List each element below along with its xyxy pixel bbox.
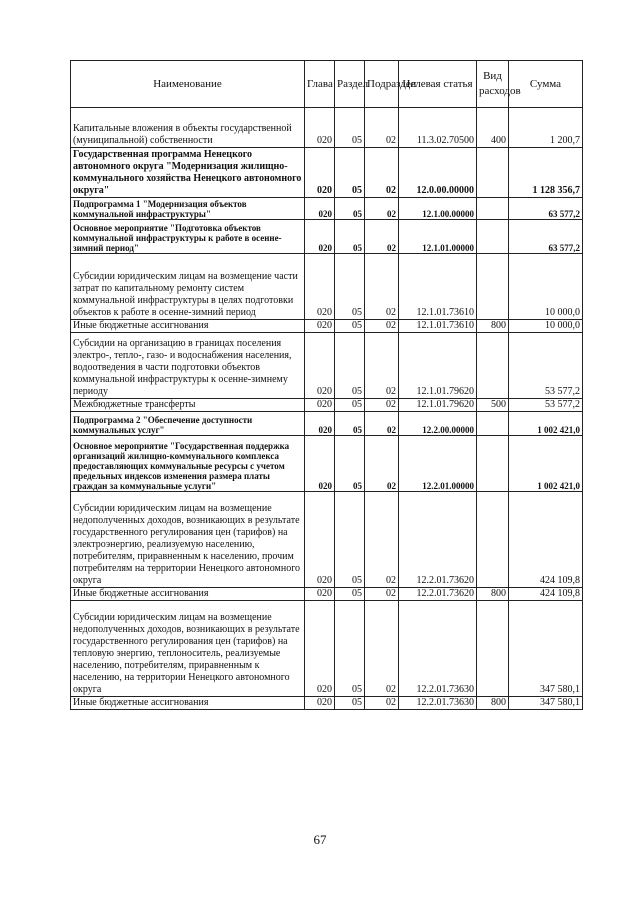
row-name: Государственная программа Ненецкого автономного округа "Модернизация жилищно-коммунального хозяйства Ненецкого автономного округа" [71,148,305,198]
row-podrazdel: 02 [365,254,399,320]
table-row [71,436,583,492]
row-vid [477,333,509,399]
budget-table [70,60,583,710]
row-sum: 347 580,1 [509,601,583,697]
row-glava: 020 [305,320,335,333]
row-target: 12.1.01.79620 [399,399,477,412]
row-podrazdel: 02 [365,198,399,220]
row-target: 12.1.01.73610 [399,320,477,333]
row-target: 12.1.01.00000 [399,220,477,254]
row-glava: 020 [305,198,335,220]
table-row [71,320,583,333]
row-name: Подпрограмма 1 "Модернизация объектов коммунальной инфраструктуры" [71,198,305,220]
table-row [71,198,583,220]
header-name: Наименование [71,61,305,108]
row-vid [477,601,509,697]
row-name: Основное мероприятие "Подготовка объектов коммунальной инфраструктуры к работе в осенне-зимний период" [71,220,305,254]
row-vid: 800 [477,697,509,710]
header-razdel: Раздел [335,61,365,108]
row-name: Межбюджетные трансферты [71,399,305,412]
row-name: Иные бюджетные ассигнования [71,697,305,710]
header-podrazdel: Подраздел [365,61,399,108]
row-target: 12.2.01.00000 [399,436,477,492]
row-glava: 020 [305,148,335,198]
row-glava: 020 [305,436,335,492]
row-name: Основное мероприятие "Государственная поддержка организаций жилищно-коммунального комплекса предоставляющих коммунальные ресурсы с учетом предельных индексов изменения размера платы граждан за коммунальные услуги" [71,436,305,492]
row-podrazdel: 02 [365,436,399,492]
row-glava: 020 [305,220,335,254]
row-target: 12.2.01.73630 [399,697,477,710]
row-vid [477,254,509,320]
table-row [71,601,583,697]
row-razdel: 05 [335,601,365,697]
row-target: 12.2.01.73630 [399,601,477,697]
row-sum: 1 002 421,0 [509,436,583,492]
table-header-row [71,61,583,108]
row-razdel: 05 [335,412,365,436]
row-name: Субсидии юридическим лицам на возмещение части затрат по капитальному ремонту систем коммунальной инфраструктуры в целях подготовки объектов к работе в осенне-зимний период [71,254,305,320]
row-name: Капитальные вложения в объекты государственной (муниципальной) собственности [71,108,305,148]
header-vid: Вид расходов [477,61,509,108]
row-sum: 63 577,2 [509,198,583,220]
row-sum: 10 000,0 [509,254,583,320]
row-razdel: 05 [335,108,365,148]
row-podrazdel: 02 [365,697,399,710]
row-name: Иные бюджетные ассигнования [71,320,305,333]
row-sum: 1 002 421,0 [509,412,583,436]
row-vid [477,436,509,492]
row-glava: 020 [305,697,335,710]
table-row [71,220,583,254]
row-glava: 020 [305,333,335,399]
table-row [71,399,583,412]
row-vid [477,220,509,254]
row-podrazdel: 02 [365,108,399,148]
row-sum: 1 200,7 [509,108,583,148]
row-podrazdel: 02 [365,492,399,588]
row-sum: 347 580,1 [509,697,583,710]
row-podrazdel: 02 [365,588,399,601]
row-name: Субсидии на организацию в границах поселения электро-, тепло-, газо- и водоснабжения населения, водоотведения в части подготовки объектов коммунальной инфраструктуры к осенне-зимнему периоду [71,333,305,399]
row-target: 12.1.01.73610 [399,254,477,320]
table-row [71,412,583,436]
header-glava: Глава [305,61,335,108]
row-glava: 020 [305,492,335,588]
table-row [71,333,583,399]
row-sum: 424 109,8 [509,588,583,601]
row-glava: 020 [305,412,335,436]
row-target: 12.2.01.73620 [399,588,477,601]
header-target: Целевая статья [399,61,477,108]
row-razdel: 05 [335,198,365,220]
row-sum: 53 577,2 [509,399,583,412]
row-glava: 020 [305,601,335,697]
row-name: Иные бюджетные ассигнования [71,588,305,601]
row-sum: 10 000,0 [509,320,583,333]
row-target: 12.1.01.79620 [399,333,477,399]
row-razdel: 05 [335,399,365,412]
row-name: Подпрограмма 2 "Обеспечение доступности коммунальных услуг" [71,412,305,436]
page-number: 67 [313,832,327,847]
row-podrazdel: 02 [365,220,399,254]
row-target: 11.3.02.70500 [399,108,477,148]
row-vid [477,198,509,220]
row-glava: 020 [305,108,335,148]
row-vid: 500 [477,399,509,412]
row-podrazdel: 02 [365,320,399,333]
row-podrazdel: 02 [365,601,399,697]
row-razdel: 05 [335,333,365,399]
row-podrazdel: 02 [365,333,399,399]
row-vid [477,412,509,436]
row-razdel: 05 [335,697,365,710]
row-podrazdel: 02 [365,148,399,198]
row-razdel: 05 [335,148,365,198]
row-target: 12.0.00.00000 [399,148,477,198]
header-sum: Сумма [509,61,583,108]
row-target: 12.2.01.73620 [399,492,477,588]
row-razdel: 05 [335,220,365,254]
row-razdel: 05 [335,492,365,588]
row-target: 12.2.00.00000 [399,412,477,436]
row-vid: 400 [477,108,509,148]
row-razdel: 05 [335,588,365,601]
row-target: 12.1.00.00000 [399,198,477,220]
row-razdel: 05 [335,436,365,492]
row-vid [477,148,509,198]
row-podrazdel: 02 [365,412,399,436]
row-glava: 020 [305,399,335,412]
table-row [71,588,583,601]
row-name: Субсидии юридическим лицам на возмещение недополученных доходов, возникающих в результате государственного регулирования цен (тарифов) на электроэнергию, реализуемую населению, потребителям, приравненным к населению, прочим потребителям на территории Ненецкого автономного округа [71,492,305,588]
table-row [71,697,583,710]
row-podrazdel: 02 [365,399,399,412]
row-glava: 020 [305,254,335,320]
row-vid: 800 [477,320,509,333]
row-vid: 800 [477,588,509,601]
row-razdel: 05 [335,254,365,320]
table-row [71,254,583,320]
row-sum: 63 577,2 [509,220,583,254]
table-row [71,148,583,198]
table-row [71,108,583,148]
row-name: Субсидии юридическим лицам на возмещение недополученных доходов, возникающих в результате государственного регулирования цен (тарифов) на тепловую энергию, теплоноситель, реализуемые населению, потребителям, приравненным к населению, на территории Ненецкого автономного округа [71,601,305,697]
table-row [71,492,583,588]
row-sum: 53 577,2 [509,333,583,399]
row-vid [477,492,509,588]
row-sum: 1 128 356,7 [509,148,583,198]
row-sum: 424 109,8 [509,492,583,588]
row-glava: 020 [305,588,335,601]
row-razdel: 05 [335,320,365,333]
